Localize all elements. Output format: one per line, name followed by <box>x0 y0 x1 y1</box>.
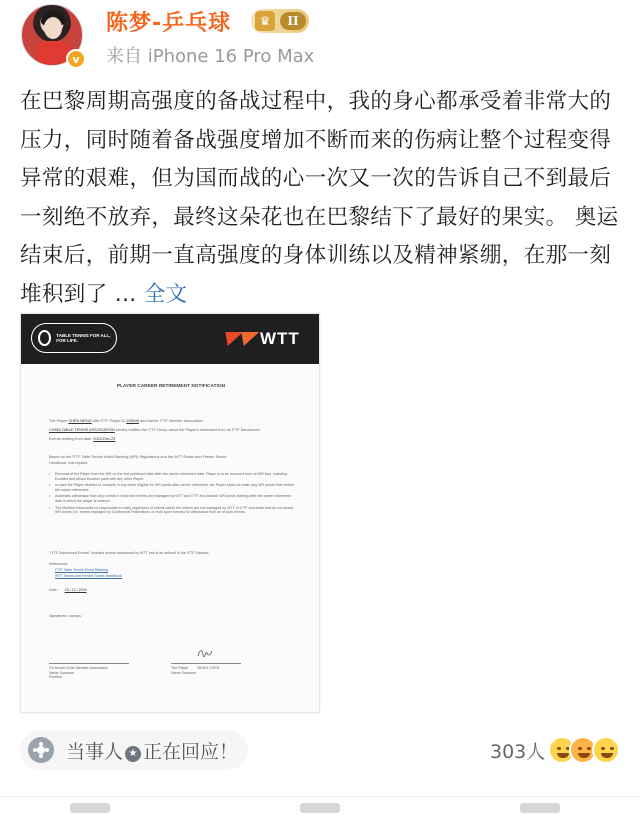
document-body <box>21 364 320 713</box>
implication-item: • In case the Player decides to compete in any event eligible for WR points after career retirement, the Player shall not retain any WR points from before the career retirement. <box>49 483 297 492</box>
post-source: 来自 iPhone 16 Pro Max <box>106 46 315 67</box>
reference-link: ITTF Table Tennis World Ranking <box>55 568 108 572</box>
signature-scribble <box>197 647 213 659</box>
player-id: 105649 <box>126 419 139 423</box>
level-badge[interactable] <box>251 9 309 33</box>
association-label: and his/her ITTF Member Association <box>140 419 204 423</box>
ittf-logo <box>31 323 117 353</box>
ittf-logo-text: TABLE TENNIS FOR ALL, FOR LIFE. <box>56 333 111 343</box>
left-sign-role: On behalf of the Member Association <box>49 666 108 670</box>
association-name: CHINA TABLE TENNIS ASSOCIATION <box>49 428 115 432</box>
references-label: References <box>49 562 68 566</box>
events-text: Events starting from date: <box>49 437 93 441</box>
flower-icon <box>28 737 54 763</box>
player-name: CHEN MENG <box>68 419 92 423</box>
post-body: 在巴黎周期高强度的备战过程中，我的身心都承受着非常大的压力，同时随着备战强度增加不断而来的伤病让整个过程变得异常的艰难，但为国而战的心一次又一次的告诉自己不到最后一刻绝不放弃，最终这朵花也在巴黎结下了最好的果实。 奥运结束后，前期一直高强度的身体训练以及精神紧绷，在那一刻堆积到了 ... <box>20 89 619 307</box>
document-title: PLAYER CAREER RETIREMENT NOTIFICATION <box>116 384 226 389</box>
wtt-logo <box>220 326 312 352</box>
events-line <box>49 437 299 442</box>
regulation-paragraph-cont: Handbook, this implies: <box>49 461 89 465</box>
player-id-label: with ITTF Player ID <box>92 419 126 423</box>
reference-link: WTT Series and Feeder Series Handbook <box>55 574 122 578</box>
signature-line-right <box>171 663 241 664</box>
implication-item: • Removal of the Player from the WR on the first published date after the career retirement date. Player is to be removed from all WR lists, including Doubles and Mixed Doubles pairs with any other Player. <box>49 472 297 481</box>
player-label: The Player <box>49 419 68 423</box>
reaction-emojis[interactable] <box>548 733 624 767</box>
right-sign-player-name: MENG CHEN <box>197 666 220 670</box>
post-header <box>0 0 640 78</box>
wtt-logo-text: WTT <box>260 329 300 348</box>
like-action-stub[interactable] <box>520 803 560 813</box>
footnote: "ITTF Sanctioned Events" includes events sanctioned by WTT and is as defined in the ITTF Statutes <box>49 551 209 555</box>
date-value: 23 / 12 / 2024 <box>64 588 87 592</box>
association-line <box>49 428 299 433</box>
comment-action-stub[interactable] <box>300 803 340 813</box>
star-icon: ★ <box>125 746 141 762</box>
right-sign-role: The Player <box>171 666 189 670</box>
notify-text: hereby notifies the ITTF Group about the Player's retirement from all ITTF Sanctioned <box>115 428 260 432</box>
reply-status-action: 正在回应！ <box>143 740 239 763</box>
right-sign-name-label: Name Surname <box>171 670 197 675</box>
left-sign-name-label: Name Surname <box>49 670 75 675</box>
document-header-bar <box>21 314 320 364</box>
reply-status-text <box>66 737 238 764</box>
date-row <box>49 588 87 593</box>
reaction-count[interactable]: 303人 <box>490 741 546 763</box>
username[interactable]: 陈梦-乒乓球 <box>106 11 232 36</box>
date-label: Date: <box>49 588 58 592</box>
left-signature-caption <box>49 666 108 680</box>
signature-line-left <box>49 663 129 664</box>
verified-badge-icon: v <box>66 49 86 69</box>
left-sign-position: Position <box>49 675 62 680</box>
avatar-shirt <box>36 41 70 66</box>
crown-icon: ♛ <box>255 11 275 31</box>
retirement-notification-image[interactable] <box>20 313 320 713</box>
start-date: 2024-Dec-23 <box>93 437 116 441</box>
signatures-label: Signatures / stamps: <box>49 614 82 618</box>
player-line <box>49 419 299 424</box>
avatar-face <box>44 17 62 39</box>
reply-in-progress-pill[interactable] <box>20 730 248 770</box>
implication-list <box>49 472 297 517</box>
post-text <box>20 83 620 315</box>
reply-status-party: 当事人 <box>66 740 124 763</box>
share-action-stub[interactable] <box>70 803 110 813</box>
implication-item: • Automatic withdrawal from any events in which the entries are managed by WTT and ITTF and awards WR points starting after the career retirement date in which the player is entered. <box>49 494 297 503</box>
ittf-ball-icon <box>38 330 51 346</box>
regulation-paragraph: Based on the ITTF Table Tennis World Ranking (WR) Regulations and the WTT Series and Feeder Series <box>49 455 227 459</box>
action-bar-edge <box>0 796 640 814</box>
right-signature-caption <box>171 666 219 675</box>
smile-emoji-icon <box>592 736 620 764</box>
wtt-mark-icon <box>220 328 260 350</box>
level-number: II <box>280 12 306 30</box>
expand-full-text-link[interactable]: 全文 <box>143 281 188 307</box>
implication-item: • The Member Association is responsible to notify organisers of events where the entries are not managed by WTT or ITTF and those that do not award WR points (i.e. events managed by Continental Federations or multi sport events) for withdrawal from all of such events. <box>49 506 297 515</box>
